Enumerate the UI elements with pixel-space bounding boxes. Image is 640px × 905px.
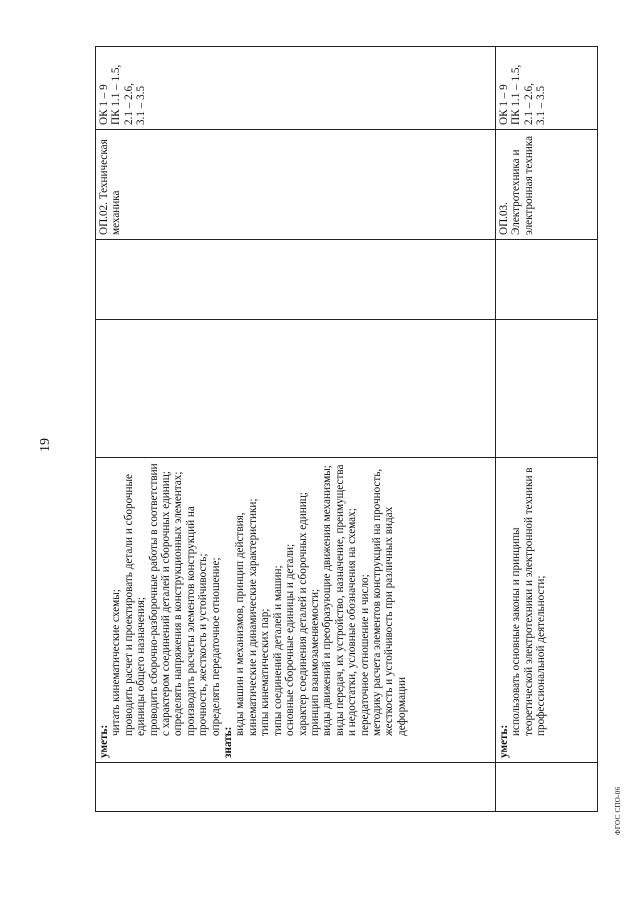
competency-code: 2.1 – 2.6, [122, 83, 135, 125]
list-item: виды передач, их устройство, назначение, преимущества и недостатки, условные обозначения на схемах; [333, 464, 359, 736]
list-item: проводить расчет и проектировать детали и сборочные единицы общего назначения; [122, 474, 148, 736]
discipline-cell: ОП.03. Электротехника и электронная техника [496, 130, 598, 240]
list-item: основные сборочные единицы и детали; [284, 543, 297, 736]
list-item: производить расчеты элементов конструкций на прочность, жесткость и устойчивость; [184, 506, 210, 736]
skills-heading: уметь: [498, 724, 510, 758]
competency-code: 2.1 – 2.6, [522, 83, 535, 125]
requirements-cell [96, 458, 496, 763]
list-item: передаточное отношение и число; [358, 574, 371, 736]
list-item: проводить сборочно-разборочные работы в соответствии с характером соединений деталей и сборочных единиц; [147, 463, 173, 736]
list-item: использовать основные законы и принципы теоретической электротехники и электронной техники в профессиональной деятельности; [510, 467, 548, 736]
competencies-cell [96, 47, 496, 130]
competencies-cell [496, 47, 598, 130]
discipline-cell: ОП.02. Техническая механика [96, 130, 496, 240]
footer-mark: ФГОС СПО-06 [614, 786, 622, 835]
curriculum-table [95, 46, 598, 812]
hours-cell [496, 240, 598, 320]
hours-cell [96, 320, 496, 458]
competency-code: ПК 1.1 – 1.5, [110, 64, 123, 125]
list-item: принцип взаимозаменяемости; [308, 588, 321, 736]
list-item: определять передаточное отношение; [209, 557, 222, 736]
competency-code: ОК 1 – 9 [98, 84, 110, 125]
list-item: виды движений и преобразующие движения механизмы; [321, 465, 334, 736]
table-row-mechanics [96, 47, 496, 812]
competency-code: ОК 1 – 9 [498, 84, 510, 125]
competency-code: ПК 1.1 – 1.5, [510, 64, 523, 125]
competency-code: 3.1 – 3.5 [135, 85, 148, 125]
list-item: типы соединений деталей и машин; [271, 565, 284, 736]
list-item: характер соединения деталей и сборочных единиц; [296, 492, 309, 736]
index-cell [496, 763, 598, 812]
rotated-page [95, 47, 597, 812]
list-item: виды машин и механизмов, принцип действия, кинематические и динамические характеристики; [234, 498, 259, 736]
index-cell [96, 763, 496, 812]
competency-code: 3.1 – 3.5 [535, 85, 548, 125]
list-item: определять напряжения в конструкционных элементах; [172, 471, 185, 736]
skills-heading: уметь: [98, 724, 110, 758]
hours-cell [496, 320, 598, 458]
knowledge-heading: знать: [222, 726, 235, 758]
list-item: типы кинематических пар; [259, 608, 272, 736]
page-number: 19 [38, 438, 53, 452]
hours-cell [96, 240, 496, 320]
requirements-cell [496, 458, 598, 763]
list-item: методику расчета элементов конструкций на прочность, жесткость и устойчивость при различных видах деформации [370, 468, 408, 736]
table-row-electrical [496, 47, 598, 812]
list-item: читать кинематические схемы; [110, 589, 123, 736]
